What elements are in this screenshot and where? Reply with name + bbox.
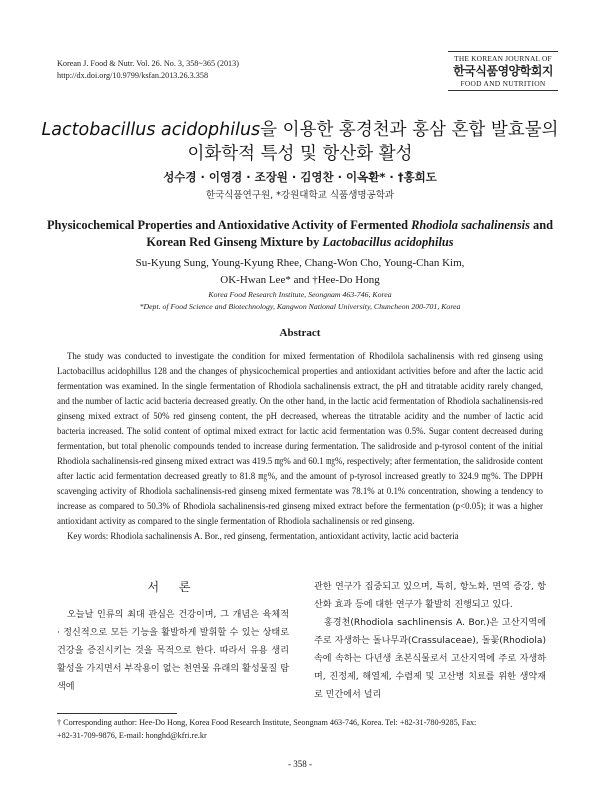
journal-name-en-top: THE KOREAN JOURNAL OF [454, 54, 552, 63]
intro-left-column [57, 578, 289, 696]
logo-rule-bottom [448, 90, 558, 91]
section-heading-intro: 서 론 [147, 580, 199, 594]
citation: Korean J. Food & Nutr. Vol. 26. No. 3, 358~365 (2013) [57, 59, 239, 68]
intro-paragraph-1: 오늘날 인류의 최대 관심은 건강이며, 그 개념은 육체적 · 정신적으로 모든 기능을 활발하게 발휘할 수 있는 상태로 건강을 증진시키는 것을 목적으로 한다. 따라서 유용 생리활성을 가지면서 부작용이 없는 천연물 유래의 활성물질 탐색에 [57, 610, 289, 692]
abstract-body: The study was conducted to investigate the condition for mixed fermentation of Rhodilola sachalinensis with red ginseng using Lactobacillus acidophillus 128 and the changes of physicochemical properties and antioxidant activities before and after the lactic acid fermentation was examined. In the single fermentation of Rhodiola sachalinensis extract, the pH and titratable acidity rarely changed, and the number of lactic acid bacteria decreased greatly. On the other hand, in the lactic acid fermentation of Rhodiola sachalinensis-red ginseng mixed extract of 50% red ginseng content, the pH decreased, whereas the titratable acidity and the number of lactic acid bacteria increased. The solid content of optimal mixed extract for lactic acid fermentation was 0.5%. Sugar content decreased during fermentation, but total phenolic compounds tended to increase during fermentation. The salidroside and p-tyrosol content of the initial Rhodiola sachalinensis-red ginseng mixed extract was 419.5 ㎎% and 60.1 ㎎%, respectively; after fermentation, the salidroside content after lactic acid fermentation decreased greatly to 81.8 ㎎%, and the amount of p-tyrosol increased greatly to 324.9 ㎎%. The DPPH scavenging activity of Rhodiola sachalinensis-red ginseng mixed fermentate was 78.1% at 0.1% concentration, showing a tendency to increase as compared to 50.3% of Rhodiola sachalinensis-red ginseng mixed extract before the fermentation (p<0.05); it was a higher antioxidant activity as compared to the single fermentation of Rhodiola sachalinensis or red ginseng. [57, 351, 543, 526]
title-korean-line2: 이화학적 특성 및 항산화 활성 [187, 144, 413, 164]
page-number: - 358 - [288, 759, 312, 769]
intro-paragraph-1-cont: 관한 연구가 집중되고 있으며, 특히, 항노화, 면역 증강, 항산화 효과 등에 대한 연구가 활발히 진행되고 있다. [314, 582, 546, 610]
affiliation-korean: 한국식품연구원, *강원대학교 식품생명공학과 [205, 190, 395, 201]
keywords: Key words: Rhodiola sachalinensis A. Bor., red ginseng, fermentation, antioxidant activity, lactic acid bacteria [67, 531, 459, 541]
corresponding-author-footnote: † Corresponding author: Hee-Do Hong, Korea Food Research Institute, Seongnam 463-746, Korea. Tel: +82-31-780-9285, Fax: +82-31-709-9876, E-mail: honghd@kfri.re.kr [57, 718, 477, 740]
title-organism: Lactobacillus acidophilus [41, 120, 261, 140]
abstract-heading: Abstract [279, 327, 321, 339]
title-english-line2: Korean Red Ginseng Mixture by Lactobacillus acidophilus [146, 235, 454, 249]
title-english [40, 217, 560, 251]
citation-block [57, 58, 239, 82]
doi-link[interactable]: http://dx.doi.org/10.9799/ksfan.2013.26.3.358 [57, 71, 209, 80]
abstract [57, 349, 543, 544]
affiliation-english: Korea Food Research Institute, Seongnam 463-746, Korea *Dept. of Food Science and Biotechnology, Kangwon National University, Chuncheon 200-701, Korea [139, 290, 461, 311]
title-korean-line1: Lactobacillus acidophilus을 이용한 홍경천과 홍삼 혼합 발효물의 [41, 120, 559, 140]
title-english-line1: Physicochemical Properties and Antioxidative Activity of Fermented Rhodiola sachalinensis and [46, 218, 554, 232]
intro-paragraph-2: 홍경천(Rhodiola sachlinensis A. Bor.)은 고산지역에 주로 자생하는 돌나무과(Crassulaceae), 돌꽃(Rhodiola)속에 속하는 다년생 초본식물로서 고산지역에 주로 자생하며, 진정제, 해열제, 수렴제 및 고산병 치료를 위한 생약재로 민간에서 널리 [314, 618, 546, 700]
authors-korean: 성수경 · 이영경 · 조장원 · 김영찬 · 이옥환* · †홍희도 [163, 170, 437, 184]
journal-name-en-bottom: FOOD AND NUTRITION [460, 79, 546, 88]
logo-rule-top [448, 51, 558, 52]
intro-right-column [314, 578, 546, 704]
authors-english: Su-Kyung Sung, Young-Kyung Rhee, Chang-Won Cho, Young-Chan Kim, OK-Hwan Lee* and †Hee-Do Hong [135, 257, 465, 286]
journal-name-ko: 한국식품영양학회지 [453, 64, 553, 78]
journal-logo [448, 51, 558, 91]
footnote-divider [57, 713, 177, 714]
title-korean [30, 118, 570, 166]
